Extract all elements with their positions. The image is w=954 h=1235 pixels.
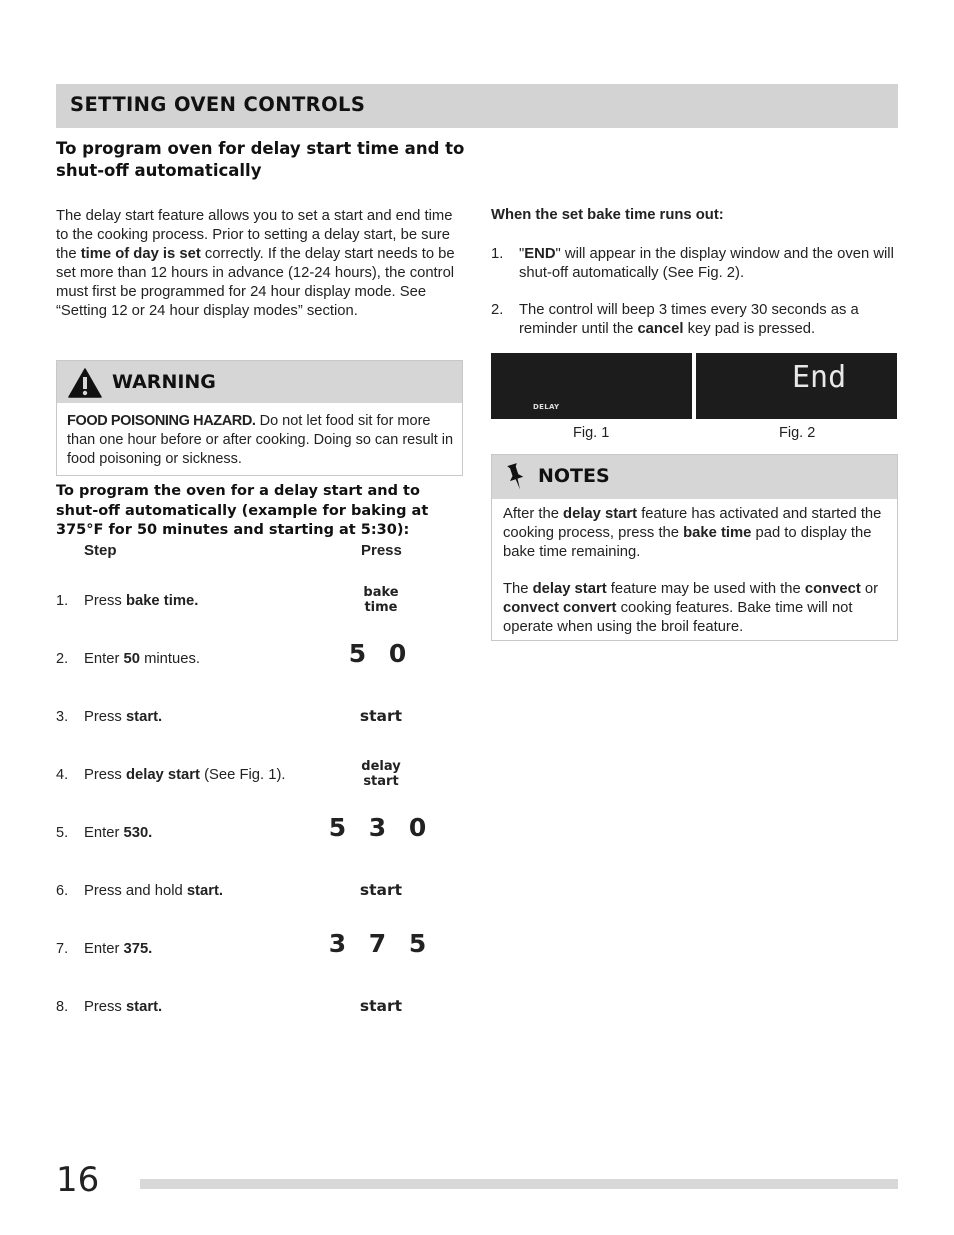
section-title: SETTING OVEN CONTROLS (70, 93, 366, 116)
notes-bold: bake time (683, 525, 752, 541)
step-text-post: mintues. (139, 651, 200, 667)
section-header (56, 84, 898, 128)
program-heading: To program the oven for a delay start and to shut-off automatically (example for baking at 375°F for 50 minutes and starting at 5:30): (56, 483, 429, 538)
step-text-pre: Enter (84, 651, 124, 667)
bake-time-key (341, 585, 421, 615)
runs-out-item (491, 301, 891, 341)
step-row (56, 815, 476, 855)
press-column-header: Press (361, 542, 402, 559)
warning-header (57, 361, 462, 403)
delay-start-key (341, 759, 421, 789)
notes-bold: delay start (563, 506, 638, 522)
step-text (84, 767, 286, 783)
step-number: 6. (56, 883, 69, 899)
hazard-label: FOOD POISONING HAZARD. (67, 413, 256, 429)
notes-paragraph-1 (503, 505, 895, 562)
item-text (519, 301, 894, 339)
notes-text: The (503, 581, 533, 597)
step-text (84, 709, 162, 725)
notes-header (492, 455, 897, 499)
step-text-pre: Press (84, 999, 126, 1015)
step-text (84, 883, 223, 899)
notes-box (491, 454, 898, 641)
step-text-bold: delay start (125, 767, 200, 783)
step-row (56, 757, 476, 797)
item-number: 2. (491, 302, 504, 318)
notes-paragraph-2 (503, 580, 895, 637)
step-number: 3. (56, 709, 69, 725)
step-text-bold: start. (125, 999, 163, 1015)
step-text (84, 941, 152, 957)
fig2-caption: Fig. 2 (779, 425, 816, 441)
start-key: start (359, 997, 403, 1015)
item-number: 1. (491, 246, 504, 262)
step-row (56, 989, 476, 1029)
runs-out-item (491, 245, 894, 285)
step-row (56, 931, 476, 971)
step-text-bold: 375. (123, 941, 153, 957)
notes-bold: delay start (532, 581, 607, 597)
intro-text-1: The delay start feature allows you to set a start and end time to the cooking process. Prior to setting a delay start, be sure the (56, 208, 453, 262)
notes-title: NOTES (538, 465, 610, 487)
step-number: 1. (56, 593, 69, 609)
step-row (56, 641, 476, 681)
warning-title: WARNING (112, 371, 216, 393)
item-rest: The control will beep 3 times every 30 seconds as a reminder until the (519, 302, 859, 337)
step-number: 2. (56, 651, 69, 667)
pushpin-icon (505, 462, 527, 492)
end-display-text (792, 359, 846, 395)
key-label-line2: start (363, 774, 399, 789)
step-text (84, 593, 198, 609)
step-text (84, 651, 200, 667)
fig1-caption: Fig. 1 (573, 425, 610, 441)
intro-text-2: correctly. If the delay start needs to be set more than 12 hours in advance (12-24 hours), the control must first be programmed for 24 hour display mode. See “Setting 12 or 24 hour display modes” section. (56, 246, 455, 319)
step-text-pre: Enter (84, 825, 124, 841)
intro-paragraph (56, 207, 464, 321)
step-row (56, 873, 476, 913)
key-label-line1: bake (363, 585, 399, 600)
step-text (84, 999, 162, 1015)
notes-bold: convect (804, 581, 861, 597)
fig1-display (491, 353, 692, 419)
intro-bold: time of day is set (80, 246, 201, 262)
step-row (56, 583, 476, 623)
page-number: 16 (56, 1160, 100, 1200)
notes-text: After the (503, 506, 564, 522)
step-number: 8. (56, 999, 69, 1015)
notes-text: feature has activated and started the cooking process, press the (503, 506, 882, 541)
step-text-post: (See Fig. 1). (199, 767, 286, 783)
sub-heading: To program oven for delay start time and to shut-off automatically (56, 139, 465, 180)
item-bold: cancel (637, 321, 684, 337)
fig2-display (696, 353, 897, 419)
step-text-bold: start. (186, 883, 224, 899)
start-key: start (359, 707, 403, 725)
step-text-pre: Press and hold (84, 883, 187, 899)
step-text-pre: Press (84, 593, 126, 609)
step-text (84, 825, 152, 841)
runs-out-heading: When the set bake time runs out: (491, 207, 724, 223)
warning-triangle-icon (68, 368, 102, 398)
item-post: key pad is pressed. (683, 321, 816, 337)
step-text-bold: bake time. (125, 593, 199, 609)
step-number: 7. (56, 941, 69, 957)
notes-text: feature may be used with the (606, 581, 805, 597)
number-keys: 5 3 0 (328, 813, 434, 842)
item-rest: " will appear in the display window and the oven will shut-off automatically (See Fig. 2). (519, 246, 894, 281)
notes-bold: convect convert (503, 600, 617, 616)
step-text-bold: start. (125, 709, 163, 725)
step-text-pre: Press (84, 767, 126, 783)
step-text-bold: 530. (123, 825, 153, 841)
step-text-pre: Press (84, 709, 126, 725)
footer-rule (140, 1179, 898, 1189)
item-quote: " (519, 246, 525, 262)
step-row (56, 699, 476, 739)
step-text-pre: Enter (84, 941, 124, 957)
end-text: End (792, 360, 846, 395)
warning-text (67, 412, 462, 469)
notes-text: cooking features. Bake time will not operate when using the broil feature. (503, 600, 853, 635)
item-text (519, 245, 894, 283)
notes-text: pad to display the bake time remaining. (503, 525, 872, 560)
number-keys: 3 7 5 (328, 929, 434, 958)
key-label-line2: time (364, 600, 398, 615)
step-number: 4. (56, 767, 69, 783)
start-key: start (359, 881, 403, 899)
step-text-bold: 50 (123, 651, 140, 667)
key-label-line1: delay (361, 759, 401, 774)
step-number: 5. (56, 825, 69, 841)
step-column-header: Step (84, 542, 117, 559)
notes-text: or (860, 581, 879, 597)
item-bold: END (524, 246, 556, 262)
hazard-text: Do not let food sit for more than one hour before or after cooking. Doing so can result in food poisoning or sickness. (67, 413, 454, 467)
delay-indicator: DELAY (533, 403, 560, 411)
warning-box (56, 360, 463, 476)
number-keys: 5 0 (348, 639, 414, 668)
